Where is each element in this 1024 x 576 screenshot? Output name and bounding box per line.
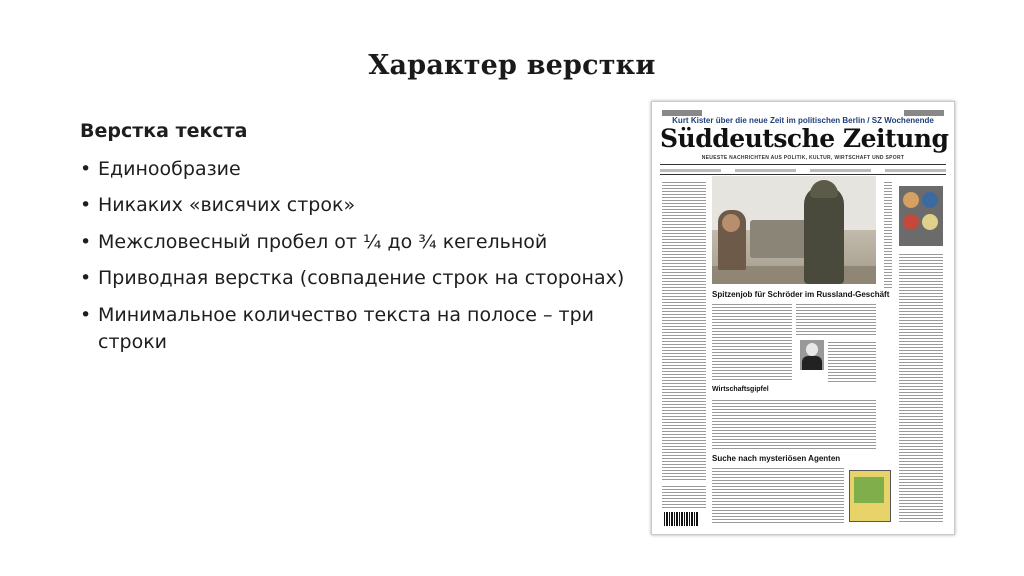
newspaper-headline-second: Wirtschaftsgipfel [712,386,769,393]
portrait-photo [800,340,824,370]
text-block-main-a [712,302,792,382]
bullet-item: • Приводная верстка (совпадение строк на сторонах) [80,265,640,293]
newspaper-subtitle: NEUESTE NACHRICHTEN AUS POLITIK, KULTUR, WIRTSCHAFT UND SPORT [701,155,905,161]
masthead-rule [660,164,946,165]
bullet-item: • Единообразие [80,156,640,184]
bullet-item: • Никаких «висячих строк» [80,192,640,220]
text-column-left [662,180,706,480]
bullet-item: • Минимальное количество текста на полосе – три строки [80,302,640,357]
newspaper-masthead: Süddeutsche Zeitung [660,124,949,153]
barcode [664,512,698,526]
text-block-bottom-left [662,484,706,508]
text-block-second [712,398,876,450]
bullet-item: • Межсловесный пробел от ¼ до ¾ кегельной [80,229,640,257]
dateline-rule [660,174,946,175]
text-block-third [712,466,844,524]
bullet-list [80,156,640,357]
newspaper-dateline [660,168,946,173]
section-heading: Верстка текста [80,120,248,142]
slide-content [80,118,640,366]
text-column-right [899,252,943,522]
advertisement-box [849,470,891,522]
newspaper-image [651,101,955,535]
newspaper-teaser: Kurt Kister über die neue Zeit im politischen Berlin / SZ Wochenende [672,116,934,125]
text-block-main-c [828,340,876,382]
newspaper-headline-main: Spitzenjob für Schröder im Russland-Geschäft [712,290,890,299]
text-block-main-b [796,302,876,336]
newspaper-headline-third: Suche nach mysteriösen Agenten [712,454,841,463]
lead-photo [712,176,876,284]
sidebar-photo [899,186,943,246]
slide-title: Характер верстки [368,50,656,81]
text-column-narrow [884,180,892,290]
